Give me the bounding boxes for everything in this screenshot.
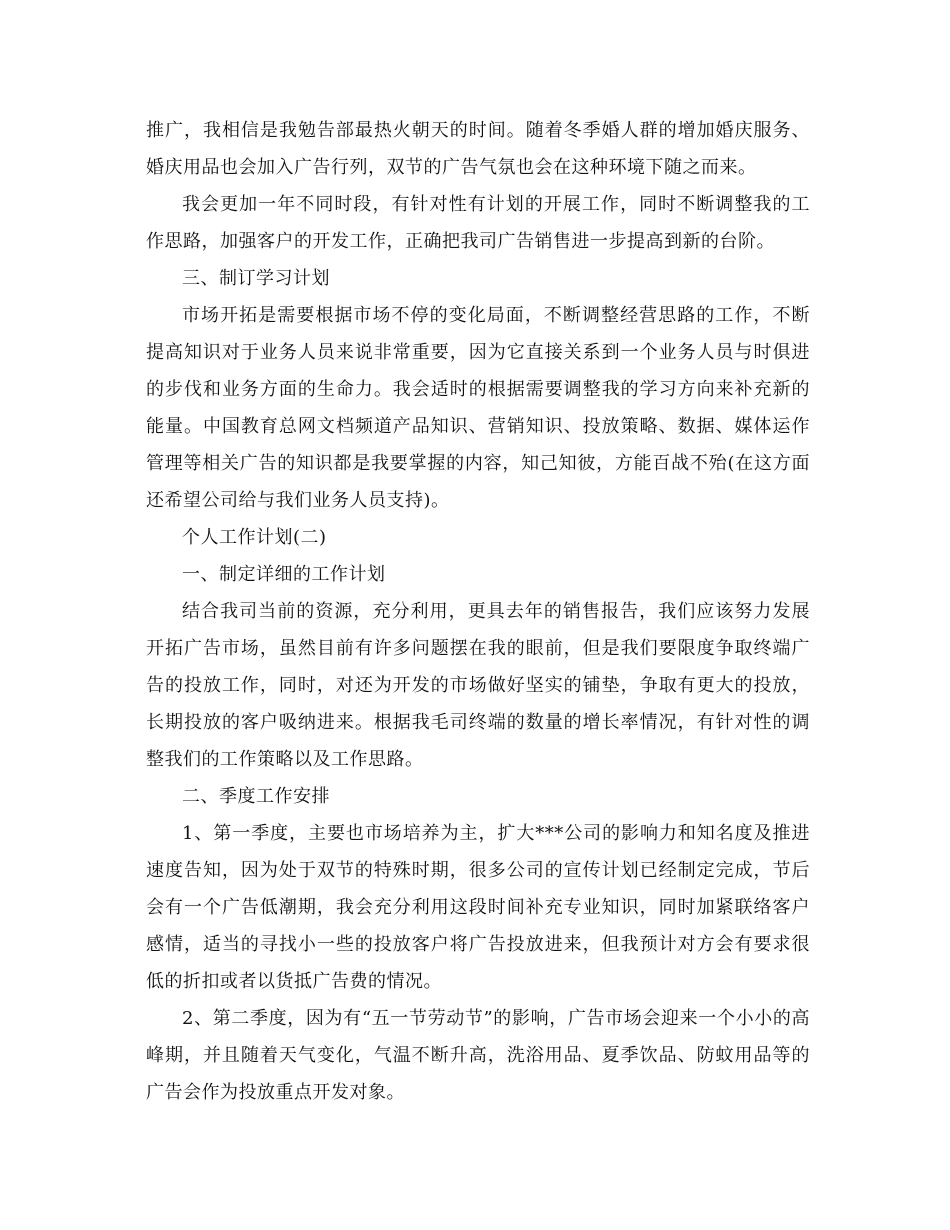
document-body (146, 112, 810, 1111)
paragraph-second-quarter: 2、第二季度，因为有“五一节劳动节”的影响，广告市场会迎来一个小小的高峰期，并且随着天气变化，气温不断升高，洗浴用品、夏季饮品、防蚊用品等的广告会作为投放重点开发对象。 (146, 1008, 810, 1103)
paragraph-first-quarter: 1、第一季度，主要也市场培养为主，扩大***公司的影响力和知名度及推进速度告知，因为处于双节的特殊时期，很多公司的宣传计划已经制定完成，节后会有一个广告低潮期，我会充分利用这段时间补充专业知识，同时加紧联络客户感情，适当的寻找小一些的投放客户将广告投放进来，但我预计对方会有要求很低的折扣或者以货抵广告费的情况。 (146, 823, 810, 992)
paragraph-work-plan: 我会更加一年不同时段，有针对性有计划的开展工作，同时不断调整我的工作思路，加强客户的开发工作，正确把我司广告销售进一步提高到新的台阶。 (146, 194, 810, 252)
heading-personal-plan-2: 个人工作计划(二) (182, 527, 327, 548)
paragraph-study-plan: 市场开拓是需要根据市场不停的变化局面，不断调整经营思路的工作，不断提高知识对于业务人员来说非常重要，因为它直接关系到一个业务人员与时俱进的步伐和业务方面的生命力。我会适时的根据需要调整我的学习方向来补充新的能量。中国教育总网文档频道产品知识、营销知识、投放策略、数据、媒体运作管理等相关广告的知识都是我要掌握的内容，知己知彼，方能百战不殆(在这方面还希望公司给与我们业务人员支持)。 (146, 305, 810, 511)
heading-quarterly-arrangement: 二、季度工作安排 (182, 786, 330, 807)
paragraph-wedding-ads: 推广，我相信是我勉告部最热火朝天的时间。随着冬季婚人群的增加婚庆服务、婚庆用品也会加入广告行列，双节的广告气氛也会在这种环境下随之而来。 (146, 120, 810, 178)
heading-detailed-plan: 一、制定详细的工作计划 (182, 564, 386, 585)
paragraph-detailed-plan: 结合我司当前的资源，充分利用，更具去年的销售报告，我们应该努力发展开拓广告市场，虽然目前有许多问题摆在我的眼前，但是我们要限度争取终端广告的投放工作，同时，对还为开发的市场做好坚实的铺垫，争取有更大的投放，长期投放的客户吸纳进来。根据我毛司终端的数量的增长率情况，有针对性的调整我们的工作策略以及工作思路。 (146, 601, 810, 770)
heading-study-plan: 三、制订学习计划 (182, 268, 330, 289)
